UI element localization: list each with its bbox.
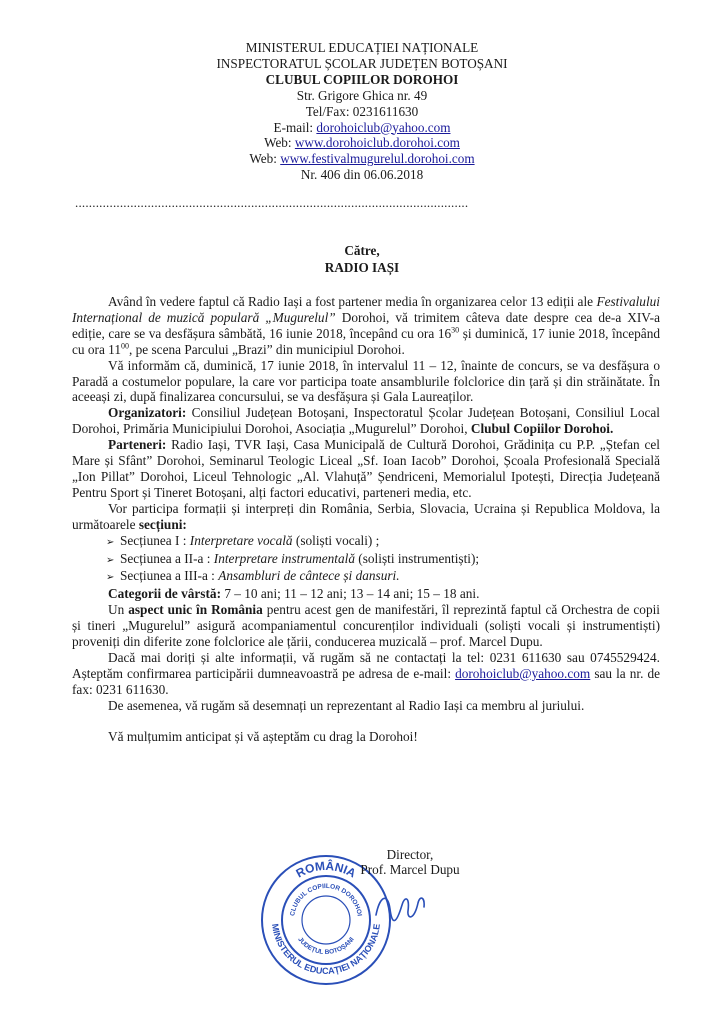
stamp-top-text: ROMÂNIA	[293, 858, 359, 881]
signature-block	[330, 847, 490, 877]
arrow-bullet-icon: ➢	[106, 554, 115, 566]
section-suffix: (soliști instrumentiști);	[354, 550, 480, 566]
organizers-label: Organizatori:	[108, 405, 187, 421]
intro-text-a: Având în vedere faptul că Radio Iași a fost partener media în organizarea celor 13 ediții ale	[108, 294, 597, 309]
partners-label: Parteneri:	[108, 437, 167, 453]
section-item	[106, 533, 660, 551]
participants-text: Vor participa formații și interpreți din România, Serbia, Slovacia, Ucraina și Republica Moldova, la următoarele	[72, 500, 660, 532]
email-link[interactable]: dorohoiclub@yahoo.com	[316, 119, 451, 135]
contact-text-a: Dacă mai doriți și alte informații, vă rugăm să ne contactați la tel: 0231 611630 sau 0745529424. Așteptăm confirmarea participării dumneavoastră pe adresa de e-mail:	[72, 649, 660, 681]
festival-name: Festivalului Internațional de muzică populară „Mugurelul”	[72, 294, 660, 325]
stamp-inner-bottom-text: JUDEȚUL BOTOȘANI	[296, 936, 356, 957]
web-label-2: Web:	[249, 151, 281, 167]
addressee-to: Către,	[344, 243, 380, 258]
section-prefix: Secțiunea a II-a :	[120, 550, 214, 566]
telfax-line: Tel/Fax: 0231611630	[305, 103, 419, 119]
spacer	[72, 714, 660, 729]
signature-role: Director,	[386, 847, 434, 862]
handwritten-signature-icon	[370, 885, 430, 930]
dotted-separator: ..................................................................................................................	[75, 195, 469, 210]
stamp-bottom-text: MINISTERUL EDUCAȚIEI NAȚIONALE	[270, 922, 382, 977]
paragraph-contact	[72, 650, 660, 698]
intro-text-c: și duminică, 17 iunie 2018, începând cu ora 11	[72, 325, 660, 357]
svg-text:JUDEȚUL BOTOȘANI	[296, 936, 356, 956]
address-line: Str. Grigore Ghica nr. 49	[296, 87, 428, 103]
section-suffix: (soliști vocali) ;	[292, 532, 380, 548]
intro-text-d: , pe scena Parcului „Brazi” din municipiul Dorohoi.	[128, 341, 405, 357]
sections-list	[72, 533, 660, 587]
age-label: Categorii de vârstă:	[108, 586, 221, 602]
paragraph-age-categories	[72, 586, 660, 602]
web-line-2	[0, 151, 724, 167]
intro-text-b: Dorohoi, vă trimitem câteva date despre cea de-a XIV-a ediție, care se va desfășura sâmbătă, 16 iunie 2018, începând cu ora 16	[72, 309, 661, 341]
partners-text: Radio Iași, TVR Iași, Casa Municipală de Cultură Dorohoi, Grădinița cu P.P. „Ștefan cel Mare și Sfânt” Dorohoi, Seminarul Teologic Liceal „Sf. Ioan Iacob” Dorohoi, Școala Profesională Specială „Ion Pillat” Dorohoi, Liceul Tehnologic „Al. Vlahuță” Șendriceni, Memorialul Ipotești, Direcția Județeană Pentru Sport și Tineret Botoșani, alți factori educativi, parteneri media, etc.	[72, 437, 660, 500]
paragraph-jury: De asemenea, vă rugăm să desemnați un reprezentant al Radio Iași ca membru al juriului.	[108, 697, 585, 713]
addressee-block	[0, 242, 724, 276]
web-label-1: Web:	[264, 135, 295, 151]
section-item	[106, 551, 660, 569]
time-sup-2: 00	[120, 341, 129, 351]
sections-label: secțiuni:	[138, 516, 187, 532]
time-sup-1: 30	[451, 325, 460, 335]
age-text: 7 – 10 ani; 11 – 12 ani; 13 – 14 ani; 15 – 18 ani.	[221, 586, 480, 602]
paragraph-thanks: Vă mulțumim anticipat și vă așteptăm cu drag la Dorohoi!	[108, 728, 418, 744]
paragraph-organizers	[72, 405, 660, 437]
ministry-line: MINISTERUL EDUCAȚIEI NAȚIONALE	[245, 40, 479, 55]
contact-email-link[interactable]: dorohoiclub@yahoo.com	[455, 665, 591, 681]
arrow-bullet-icon: ➢	[106, 536, 115, 548]
unique-text-b: pentru acest gen de manifestări, îl reprezintă faptul că Orchestra de copii și tineri „Mugurelul” asigură acompaniamentul concurenților individuali (soliști vocali și instrumentiști) proveniți din diferite zone folclorice ale țării, conducerea muzicală – prof. Marcel Dupu.	[72, 602, 660, 650]
email-line	[0, 120, 724, 136]
unique-bold: aspect unic în România	[128, 602, 263, 618]
paragraph-participants	[72, 501, 660, 533]
letterhead	[0, 40, 724, 183]
letter-body	[72, 294, 660, 744]
arrow-bullet-icon: ➢	[106, 572, 115, 584]
section-item	[106, 568, 660, 586]
section-title: Interpretare vocală	[189, 532, 293, 548]
section-prefix: Secțiunea I :	[120, 532, 190, 548]
email-label: E-mail:	[273, 119, 317, 135]
section-title: Ansambluri de cântece și dansuri.	[218, 568, 400, 584]
web-link-2[interactable]: www.festivalmugurelul.dorohoi.com	[280, 151, 475, 167]
paragraph-partners	[72, 437, 660, 501]
organizers-text: Consiliul Județean Botoșani, Inspectoratul Școlar Județean Botoșani, Consiliul Local Dorohoi, Primăria Municipiului Dorohoi, Asociația „Mugurelul” Dorohoi,	[72, 405, 660, 437]
unique-text-a: Un	[108, 602, 129, 618]
signature-name: Prof. Marcel Dupu	[360, 862, 460, 877]
paragraph-unique	[72, 602, 660, 650]
club-name: CLUBUL COPIILOR DOROHOI	[265, 71, 459, 87]
stamp-inner-top-text: CLUBUL COPIILOR DOROHOI	[289, 882, 363, 917]
contact-text-b: sau la nr. de fax: 0231 611630.	[72, 665, 660, 697]
paragraph-intro	[72, 294, 660, 358]
organizers-club: Clubul Copiilor Dorohoi.	[470, 421, 614, 437]
section-prefix: Secțiunea a III-a :	[120, 568, 219, 584]
registration-number: Nr. 406 din 06.06.2018	[300, 167, 424, 183]
addressee-name: RADIO IAȘI	[324, 260, 400, 275]
web-line-1	[0, 135, 724, 151]
section-title: Interpretare instrumentală	[213, 550, 355, 566]
svg-text:CLUBUL COPIILOR DOROHOI	[289, 883, 363, 917]
web-link-1[interactable]: www.dorohoiclub.dorohoi.com	[294, 135, 460, 151]
paragraph-parade: Vă informăm că, duminică, 17 iunie 2018, în intervalul 11 – 12, înainte de concurs, se va desfășura o Paradă a costumelor populare, la care vor participa toate ansamblurile folclorice din țară și din străinătate. În aceeași zi, după finalizarea concursului, se va desfășura și Gala Laureaților.	[72, 357, 660, 405]
inspectorate-line: INSPECTORATUL ȘCOLAR JUDEȚEN BOTOȘANI	[216, 55, 508, 71]
